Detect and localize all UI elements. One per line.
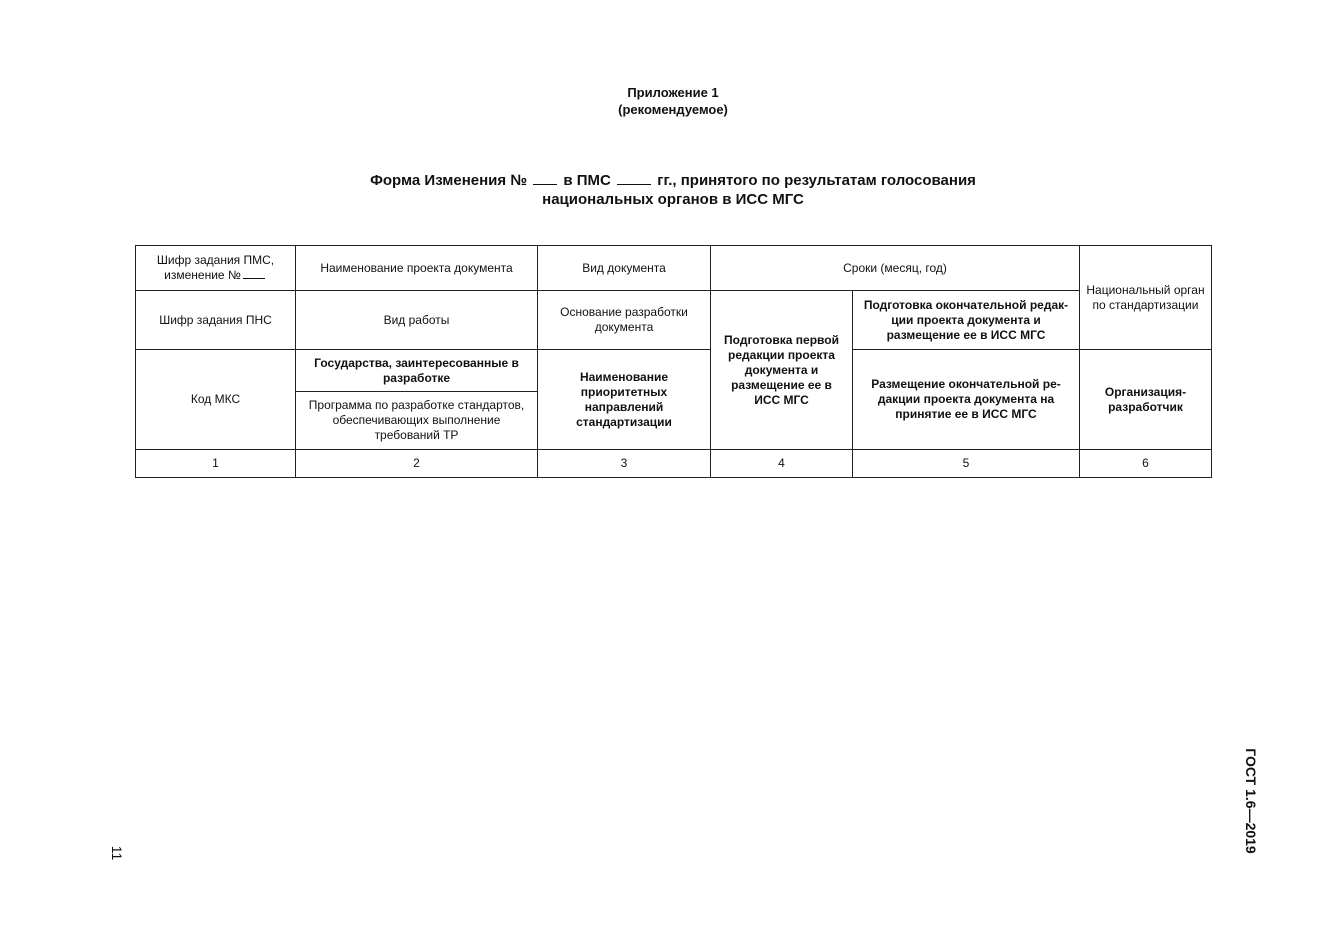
cell-pms-cipher: Шифр задания ПМС, изменение № bbox=[136, 246, 296, 291]
table-row bbox=[136, 350, 1212, 392]
cell-program: Программа по разработке стандартов, обеспечивающих выполнение требований ТР bbox=[296, 392, 538, 450]
table-row-numbers bbox=[136, 450, 1212, 478]
form-title-part2: в ПМС bbox=[563, 172, 611, 189]
cell-work-type: Вид работы bbox=[296, 291, 538, 350]
appendix-subtitle: (рекомендуемое) bbox=[618, 102, 728, 117]
appendix-heading bbox=[0, 84, 1335, 118]
form-title bbox=[0, 171, 1335, 209]
cell-project-name: Наименование проекта документа bbox=[296, 246, 538, 291]
document-code: ГОСТ 1.6—2019 bbox=[1243, 748, 1259, 854]
form-title-line1 bbox=[0, 171, 1335, 190]
col-number: 6 bbox=[1080, 450, 1212, 478]
col-number: 5 bbox=[853, 450, 1080, 478]
cell-final-placement: Размещение окончательной ре-дакции проекта документа на принятие ее в ИСС МГС bbox=[853, 350, 1080, 450]
appendix-title: Приложение 1 bbox=[627, 85, 719, 100]
cell-iks-code: Код МКС bbox=[136, 350, 296, 450]
form-title-part1: Форма Изменения № bbox=[370, 172, 528, 189]
cell-developer: Организация-разработчик bbox=[1080, 350, 1212, 450]
cell-states: Государства, заинтересованные в разработке bbox=[296, 350, 538, 392]
col-number: 4 bbox=[711, 450, 853, 478]
change-form-table bbox=[135, 245, 1212, 478]
cell-national-body: Национальный орган по стандартизации bbox=[1080, 246, 1212, 350]
cell-final-prep: Подготовка окончательной редак-ции проекта документа и размещение ее в ИСС МГС bbox=[853, 291, 1080, 350]
table-row bbox=[136, 291, 1212, 350]
col-number: 3 bbox=[538, 450, 711, 478]
cell-terms: Сроки (месяц, год) bbox=[711, 246, 1080, 291]
form-title-part3: гг., принятого по результатам голосования bbox=[657, 172, 976, 189]
cell-pns-cipher: Шифр задания ПНС bbox=[136, 291, 296, 350]
cell-basis: Основание разработки документа bbox=[538, 291, 711, 350]
col-number: 2 bbox=[296, 450, 538, 478]
cell-priority: Наименование приоритетных направлений стандартизации bbox=[538, 350, 711, 450]
years-blank bbox=[617, 171, 651, 185]
cell-doc-type: Вид документа bbox=[538, 246, 711, 291]
table-row bbox=[136, 246, 1212, 291]
page-number: 11 bbox=[109, 845, 125, 861]
change-number-blank bbox=[533, 171, 557, 185]
form-title-line2: национальных органов в ИСС МГС bbox=[542, 191, 804, 208]
cell-first-edition: Подготовка первой редакции проекта документа и размещение ее в ИСС МГС bbox=[711, 291, 853, 450]
col-number: 1 bbox=[136, 450, 296, 478]
